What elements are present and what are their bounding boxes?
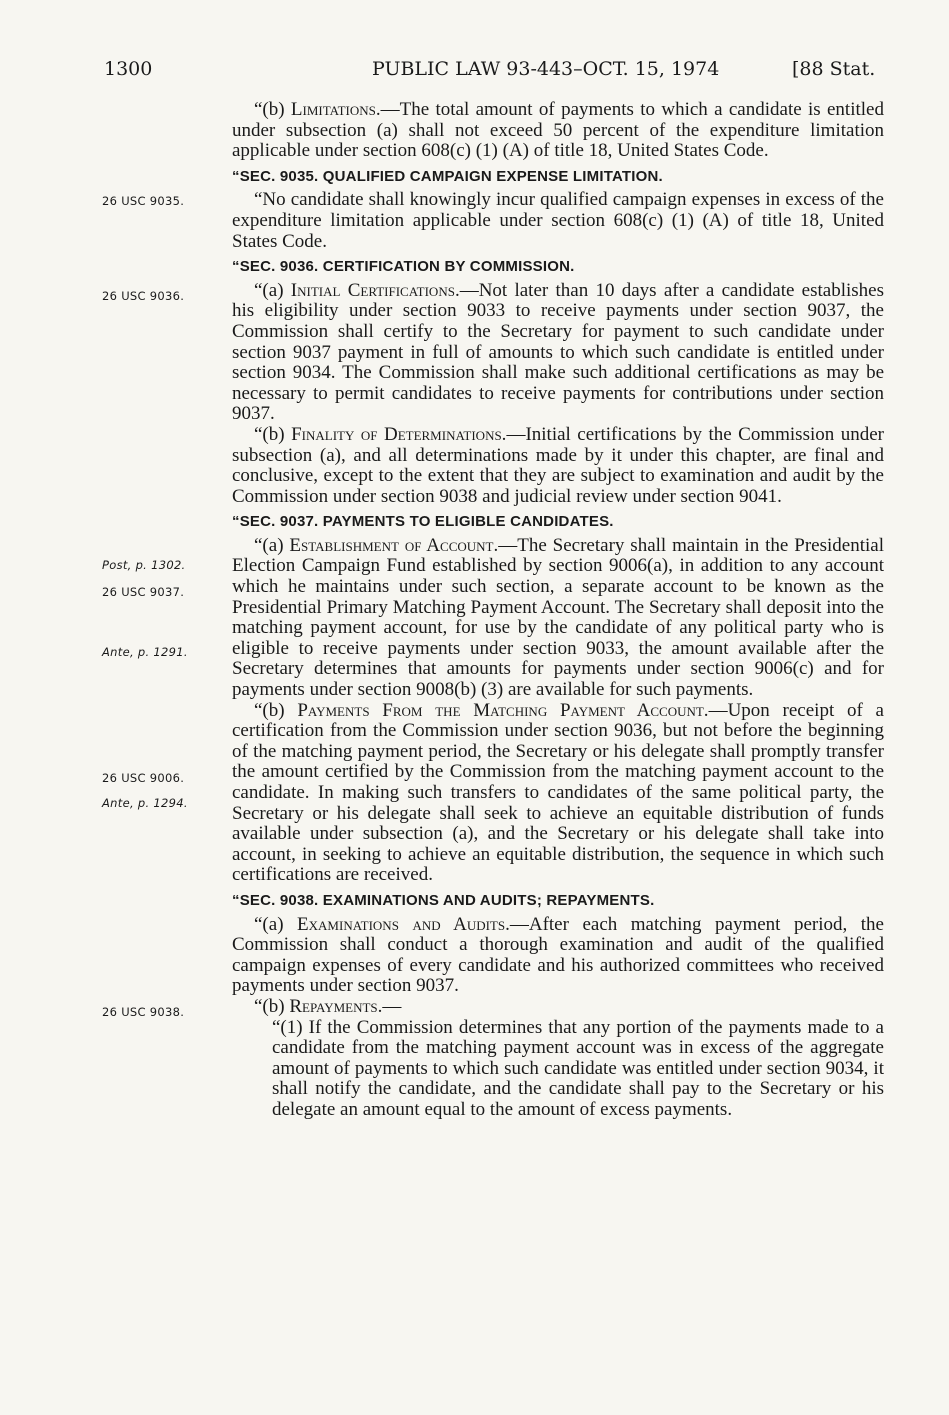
paragraph-examinations: “(a) Examinations and Audits.—After each matching payment period, the Commission shall conduct a thorough examination and audit of the qualified campaign expenses of every candidate and his authorized committees who received payments under section 9037. [232,913,884,997]
paragraph-repayments-heading: “(b) Repayments.— [254,995,402,1017]
paragraph-finality: “(b) Finality of Determinations.—Initial certifications by the Commission under subsection (a), and all determinations made by it under this chapter, are final and conclusive, except to the extent that they are subject to examination and audit by the Commission under section 9038 and judicial review under section 9041. [232,423,884,507]
margin-note-post-1302: Post, p. 1302. [102,558,186,572]
statute-reference: [88 Stat. [792,58,876,80]
page-header-title: PUBLIC LAW 93-443–OCT. 15, 1974 [372,58,720,80]
page-number: 1300 [104,58,153,80]
section-heading-9038: “SEC. 9038. EXAMINATIONS AND AUDITS; REPAYMENTS. [232,891,655,909]
margin-note-ante-1291: Ante, p. 1291. [102,645,188,659]
paragraph-expense-limitation: “No candidate shall knowingly incur qualified campaign expenses in excess of the expenditure limitation applicable under section 608(c) (1) (A) of title 18, United States Code. [232,189,884,252]
paragraph-establishment: “(a) Establishment of Account.—The Secretary shall maintain in the Presidential Election Campaign Fund established by section 9006(a), in addition to any account which he maintains under such section, a separate account to be known as the Presidential Primary Matching Payment Account. The Secretary shall deposit into the matching payment account, for use by the candidate of any political party who is eligible to receive payments under section 9033, the amount available after the Secretary determines that amounts for payments under section 9006(c) and for payments under section 9008(b) (3) are available for such payments. [232,534,884,701]
section-heading-9036: “SEC. 9036. CERTIFICATION BY COMMISSION. [232,258,575,276]
margin-note-9006: 26 USC 9006. [102,771,185,785]
margin-note-9038: 26 USC 9038. [102,1005,185,1019]
section-heading-9035: “SEC. 9035. QUALIFIED CAMPAIGN EXPENSE LIMITATION. [232,167,663,185]
paragraph-repayment-1: “(1) If the Commission determines that any portion of the payments made to a candidate from the matching payment account was in excess of the aggregate amount of payments to which such candidate was entitled under section 9034, it shall notify the candidate, and the candidate shall pay to the Secretary or his delegate an amount equal to the amount of excess payments. [272,1016,884,1120]
margin-note-9036: 26 USC 9036. [102,289,185,303]
paragraph-payments-from-account: “(b) Payments From the Matching Payment Account.—Upon receipt of a certification from the Commission under section 9036, but not before the beginning of the matching payment period, the Secretary or his delegate shall promptly transfer the amount certified by the Commission from the matching payment account to the candidate. In making such transfers to candidates of the same political party, the Secretary or his delegate shall seek to achieve an equitable distribution of funds available under subsection (a), and the Secretary or his delegate shall take into account, in seeking to achieve an equitable distribution, the sequence in which such certifications are received. [232,699,884,886]
margin-note-9037: 26 USC 9037. [102,585,185,599]
margin-note-ante-1294: Ante, p. 1294. [102,796,188,810]
section-heading-9037: “SEC. 9037. PAYMENTS TO ELIGIBLE CANDIDATES. [232,513,614,531]
paragraph-initial-certifications: “(a) Initial Certifications.—Not later than 10 days after a candidate establishes his eligibility under section 9033 to receive payments under section 9037, the Commission shall certify to the Secretary for payment to such candidate under section 9037 payment in full of amounts to which such candidate is entitled under section 9034. The Commission shall make such additional certifications as may be necessary to permit candidates to receive payments for contributions under section 9037. [232,279,884,425]
statute-body [232,100,884,1121]
margin-note-9035: 26 USC 9035. [102,194,185,208]
paragraph-limitations: “(b) Limitations.—The total amount of payments to which a candidate is entitled under subsection (a) shall not exceed 50 percent of the expenditure limitation applicable under section 608(c) (1) (A) of title 18, United States Code. [232,99,884,162]
